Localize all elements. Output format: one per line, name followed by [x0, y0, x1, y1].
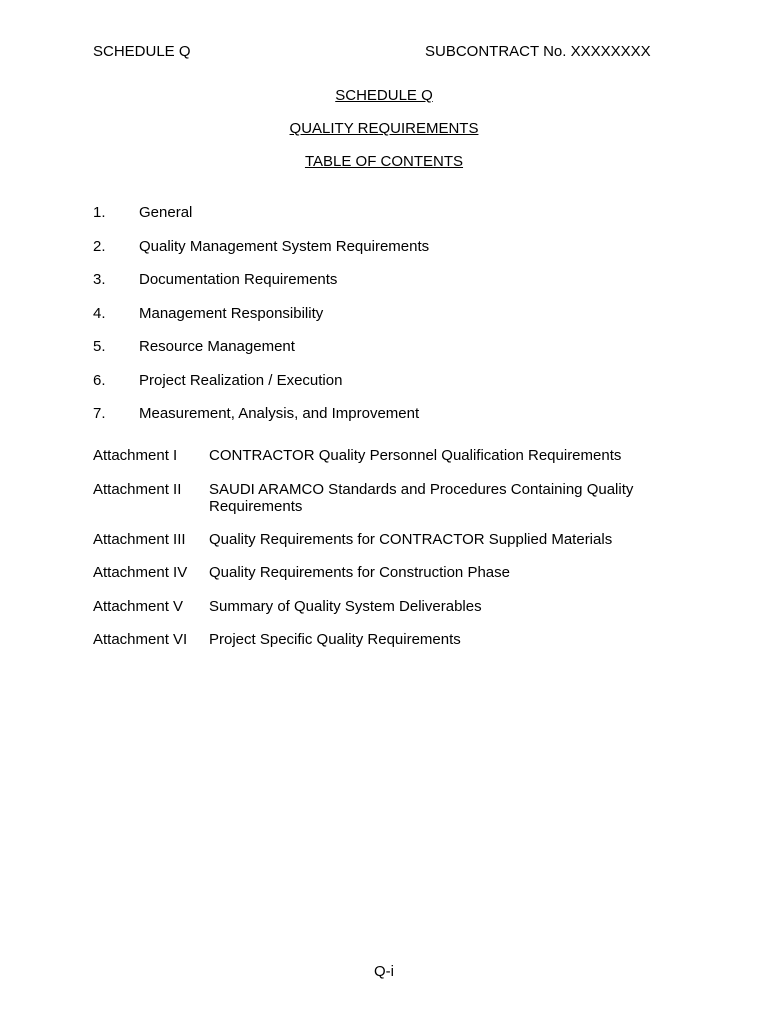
- toc-title: TABLE OF CONTENTS: [304, 153, 464, 170]
- attachment-title: Quality Requirements for Construction Phase: [209, 564, 510, 581]
- attachment-label: Attachment III: [93, 531, 186, 548]
- toc-item-number: 1.: [93, 204, 106, 221]
- schedule-title: SCHEDULE Q: [335, 87, 433, 104]
- page-header-subcontract: SUBCONTRACT No. XXXXXXXX: [425, 43, 651, 60]
- toc-item-title: General: [139, 204, 193, 221]
- page-number: Q-i: [374, 963, 394, 980]
- toc-item-title: Resource Management: [139, 338, 295, 355]
- toc-item-number: 4.: [93, 305, 106, 322]
- toc-item-number: 2.: [93, 238, 106, 255]
- page-header-schedule: SCHEDULE Q: [93, 43, 191, 60]
- attachment-label: Attachment I: [93, 447, 178, 464]
- attachment-title: Quality Requirements for CONTRACTOR Supplied Materials: [209, 531, 613, 548]
- attachment-label: Attachment VI: [93, 631, 188, 648]
- toc-item-number: 3.: [93, 271, 106, 288]
- attachment-title: Summary of Quality System Deliverables: [209, 598, 482, 615]
- toc-item-number: 5.: [93, 338, 106, 355]
- subject-title: QUALITY REQUIREMENTS: [289, 120, 479, 137]
- toc-item-title: Documentation Requirements: [139, 271, 338, 288]
- attachment-label: Attachment IV: [93, 564, 188, 581]
- toc-item-number: 6.: [93, 372, 106, 389]
- attachment-label: Attachment II: [93, 481, 182, 498]
- attachment-label: Attachment V: [93, 598, 184, 615]
- toc-item-title: Measurement, Analysis, and Improvement: [139, 405, 420, 422]
- toc-item-title: Quality Management System Requirements: [139, 238, 430, 255]
- toc-item-title: Management Responsibility: [139, 305, 324, 322]
- attachment-title: SAUDI ARAMCO Standards and Procedures Containing Quality Requirements: [209, 481, 634, 515]
- toc-item-number: 7.: [93, 405, 106, 422]
- toc-item-title: Project Realization / Execution: [139, 372, 343, 389]
- attachment-title: CONTRACTOR Quality Personnel Qualification Requirements: [209, 447, 622, 464]
- attachment-title: Project Specific Quality Requirements: [209, 631, 461, 648]
